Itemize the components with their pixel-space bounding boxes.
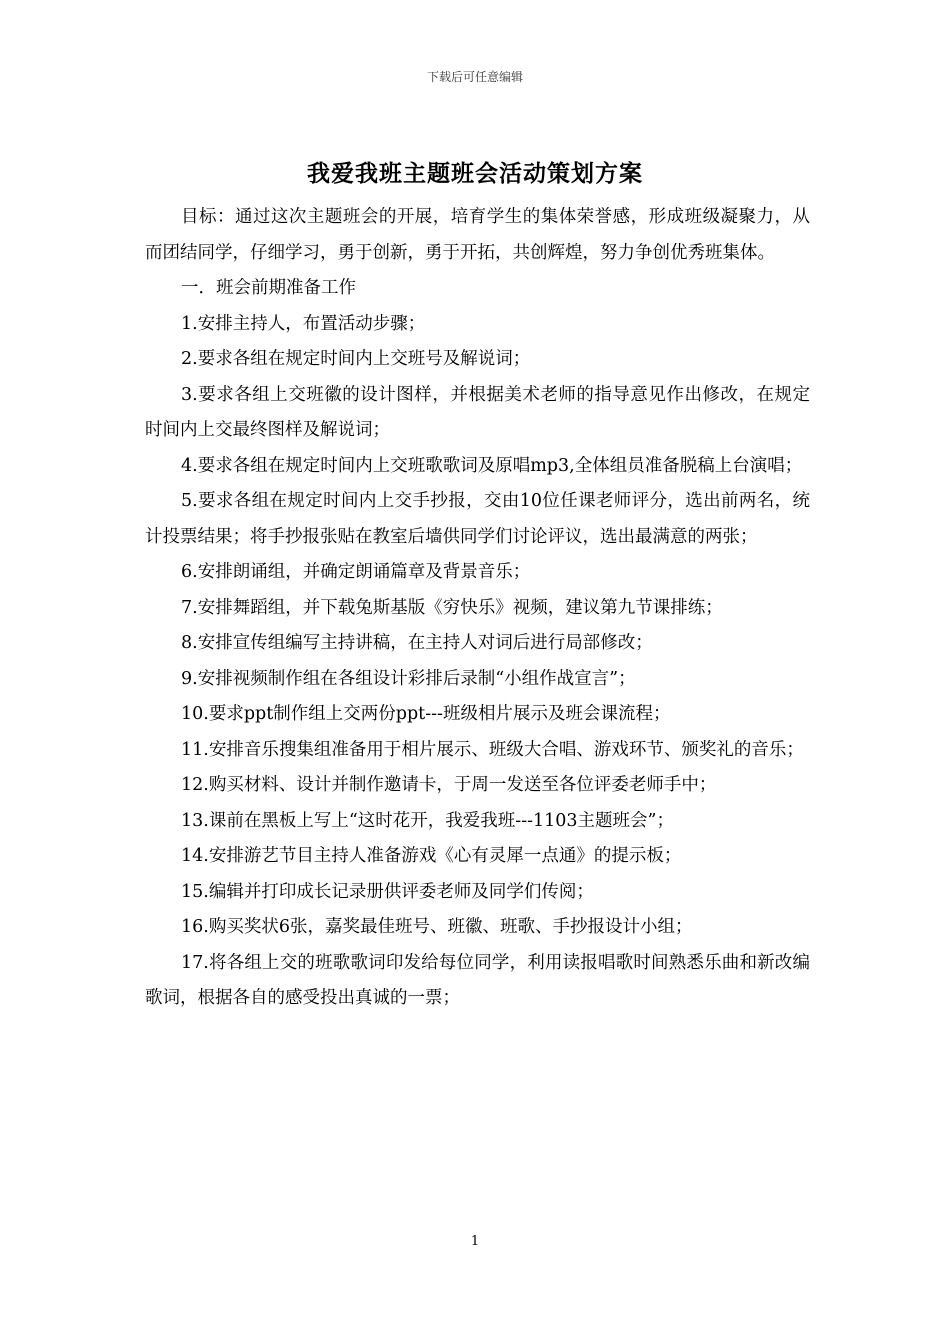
document-title: 我爱我班主题班会活动策划方案 bbox=[307, 160, 643, 187]
list-item: 13.课前在黑板上写上“这时花开，我爱我班---1103主题班会”； bbox=[181, 810, 674, 831]
list-item: 2.要求各组在规定时间内上交班号及解说词； bbox=[181, 349, 531, 369]
list-item: 5.要求各组在规定时间内上交手抄报，交由10位任课老师评分，选出前两名，统计投票结果；将手抄报张贴在教室后墙供同学们讨论评议，选出最满意的两张； bbox=[145, 491, 810, 547]
list-item: 14.安排游艺节目主持人准备游戏《心有灵犀一点通》的提示板； bbox=[181, 846, 682, 866]
page-number: 1 bbox=[470, 1234, 480, 1249]
list-item: 10.要求ppt制作组上交两份ppt---班级相片展示及班会课流程； bbox=[181, 704, 671, 724]
header-note: 下载后可任意编辑 bbox=[426, 70, 523, 84]
list-item: 6.安排朗诵组，并确定朗诵篇章及背景音乐； bbox=[181, 562, 531, 582]
goal-paragraph: 目标：通过这次主题班会的开展，培育学生的集体荣誉感，形成班级凝聚力，从而团结同学，仔细学习，勇于创新，勇于开拓，共创辉煌，努力争创优秀班集体。 bbox=[145, 207, 810, 263]
list-item: 7.安排舞蹈组，并下载兔斯基版《穷快乐》视频，建议第九节课排练； bbox=[181, 597, 723, 618]
list-item: 4.要求各组在规定时间内上交班歌歌词及原唱mp3,全体组员准备脱稿上台演唱； bbox=[181, 455, 803, 476]
list-item: 11.安排音乐搜集组准备用于相片展示、班级大合唱、游戏环节、颁奖礼的音乐； bbox=[181, 739, 804, 760]
section-heading-preparation: 一．班会前期准备工作 bbox=[181, 278, 356, 298]
list-item: 9.安排视频制作组在各组设计彩排后录制“小组作战宣言”； bbox=[181, 668, 636, 689]
document-body bbox=[145, 200, 810, 1017]
list-item: 15.编辑并打印成长记录册供评委老师及同学们传阅； bbox=[181, 881, 594, 902]
list-item: 12.购买材料、设计并制作邀请卡，于周一发送至各位评委老师手中； bbox=[181, 775, 717, 795]
list-item: 1.安排主持人，布置活动步骤； bbox=[181, 313, 426, 334]
list-item: 3.要求各组上交班徽的设计图样，并根据美术老师的指导意见作出修改，在规定时间内上交最终图样及解说词； bbox=[145, 384, 810, 440]
list-item: 8.安排宣传组编写主持讲稿，在主持人对词后进行局部修改； bbox=[181, 633, 653, 653]
list-item: 16.购买奖状6张，嘉奖最佳班号、班徽、班歌、手抄报设计小组； bbox=[181, 917, 693, 937]
list-item: 17.将各组上交的班歌歌词印发给每位同学，利用读报唱歌时间熟悉乐曲和新改编歌词，根据各自的感受投出真诚的一票； bbox=[145, 952, 810, 1008]
